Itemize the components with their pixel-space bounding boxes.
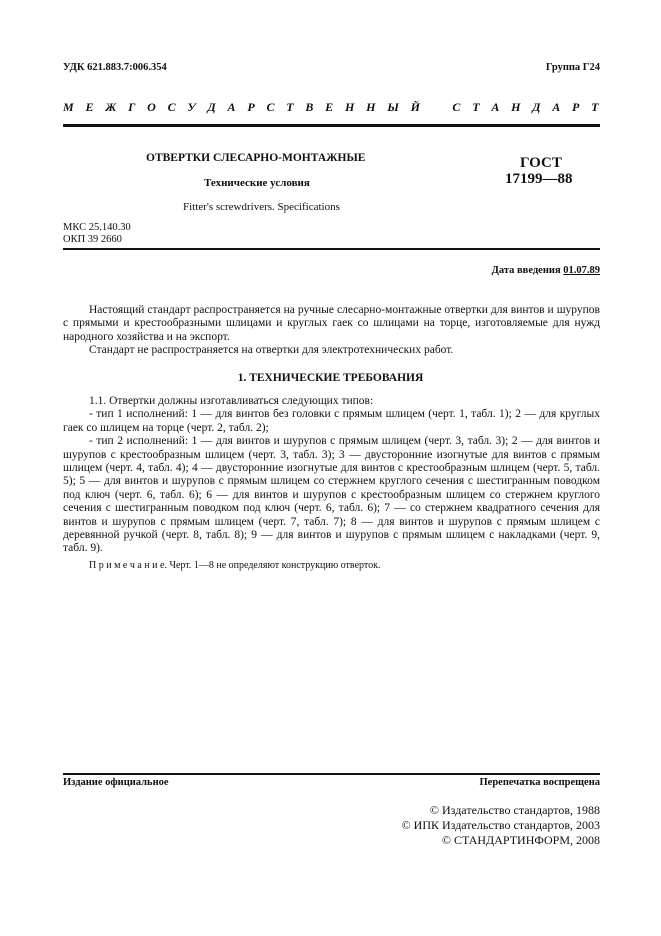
note-text: Черт. 1—8 не определяют конструкцию отверток. [166, 560, 381, 571]
intro-paragraph-1: Настоящий стандарт распространяется на ручные слесарно-монтажные отвертки для винтов и шурупов с прямыми и крестообразными шлицами и круглых гаек со шлицами на торце, изготовляемые для нужд народного хозяйства и на экспорт. [63, 304, 600, 343]
intro-text [63, 304, 600, 358]
document-subtitle: Технические условия [204, 177, 310, 189]
note-label: П р и м е ч а н и е. [89, 560, 167, 571]
note [89, 560, 381, 571]
section-paragraph-3: - тип 2 исполнений: 1 — для винтов и шурупов с прямым шлицем (черт. 3, табл. 3); 2 — для винтов и шурупов с крестообразным шлицем (черт. 3, табл. 3); 3 — двусторонние изогнутые для винтов с прямым шлицем (черт. 4, табл. 4); 4 — двусторонние изогнутые для винтов с крестообразным шлицем (черт. 5, табл. 5); 5 — для винтов и шурупов с прямым шлицем со стержнем круглого сечения с шестигранным поводком под ключ (черт. 6, табл. 6); 6 — для винтов и шурупов с крестообразным шлицем со стержнем круглого сечения с шестигранным поводком под ключ (черт. 6, табл. 6); 7 — со стержнем квадратного сечения для винтов и шурупов с прямым шлицем (черт. 7, табл. 7); 8 — для винтов и шурупов с прямым шлицем с деревянной ручкой (черт. 8, табл. 8); 9 — для винтов и шурупов с прямым шлицем с накладками (черт. 9, табл. 9). [63, 435, 600, 555]
section-paragraph-2: - тип 1 исполнений: 1 — для винтов без головки с прямым шлицем (черт. 1, табл. 1); 2 — для круглых гаек со шлицем на торце (черт. 2, табл. 2); [63, 408, 600, 434]
top-rule [63, 124, 600, 127]
copyright-line-3: © СТАНДАРТИНФОРМ, 2008 [441, 833, 600, 847]
copyright-line-1: © Издательство стандартов, 1988 [429, 803, 600, 817]
udk-code: УДК 621.883.7:006.354 [63, 62, 167, 73]
introduction-date [492, 265, 600, 276]
introduction-date-label: Дата введения [491, 265, 561, 276]
interstate-standard-heading: М Е Ж Г О С У Д А Р С Т В Е Н Н Ы Й С Т А Н Д А Р Т [63, 100, 600, 114]
group-code: Группа Г24 [545, 62, 600, 73]
mks-code: МКС 25.140.30 [63, 222, 131, 233]
section-heading: 1. ТЕХНИЧЕСКИЕ ТРЕБОВАНИЯ [237, 372, 424, 384]
intro-paragraph-2: Стандарт не распространяется на отвертки для электротехнических работ. [89, 344, 454, 357]
english-title: Fitter's screwdrivers. Specifications [183, 201, 340, 213]
copyright-line-2: © ИПК Издательство стандартов, 2003 [401, 818, 600, 832]
title-rule [63, 248, 600, 250]
footer-rule [63, 773, 600, 775]
official-edition: Издание официальное [63, 777, 169, 788]
reprint-prohibited: Перепечатка воспрещена [479, 777, 600, 788]
section-1-text [63, 395, 600, 556]
introduction-date-value: 01.07.89 [563, 265, 600, 276]
gost-number: 17199—88 [505, 171, 573, 187]
okp-code: ОКП 39 2660 [63, 234, 122, 245]
gost-label: ГОСТ [520, 155, 562, 171]
document-title: ОТВЕРТКИ СЛЕСАРНО-МОНТАЖНЫЕ [146, 152, 366, 164]
section-paragraph-1: 1.1. Отвертки должны изготавливаться следующих типов: [89, 395, 374, 407]
